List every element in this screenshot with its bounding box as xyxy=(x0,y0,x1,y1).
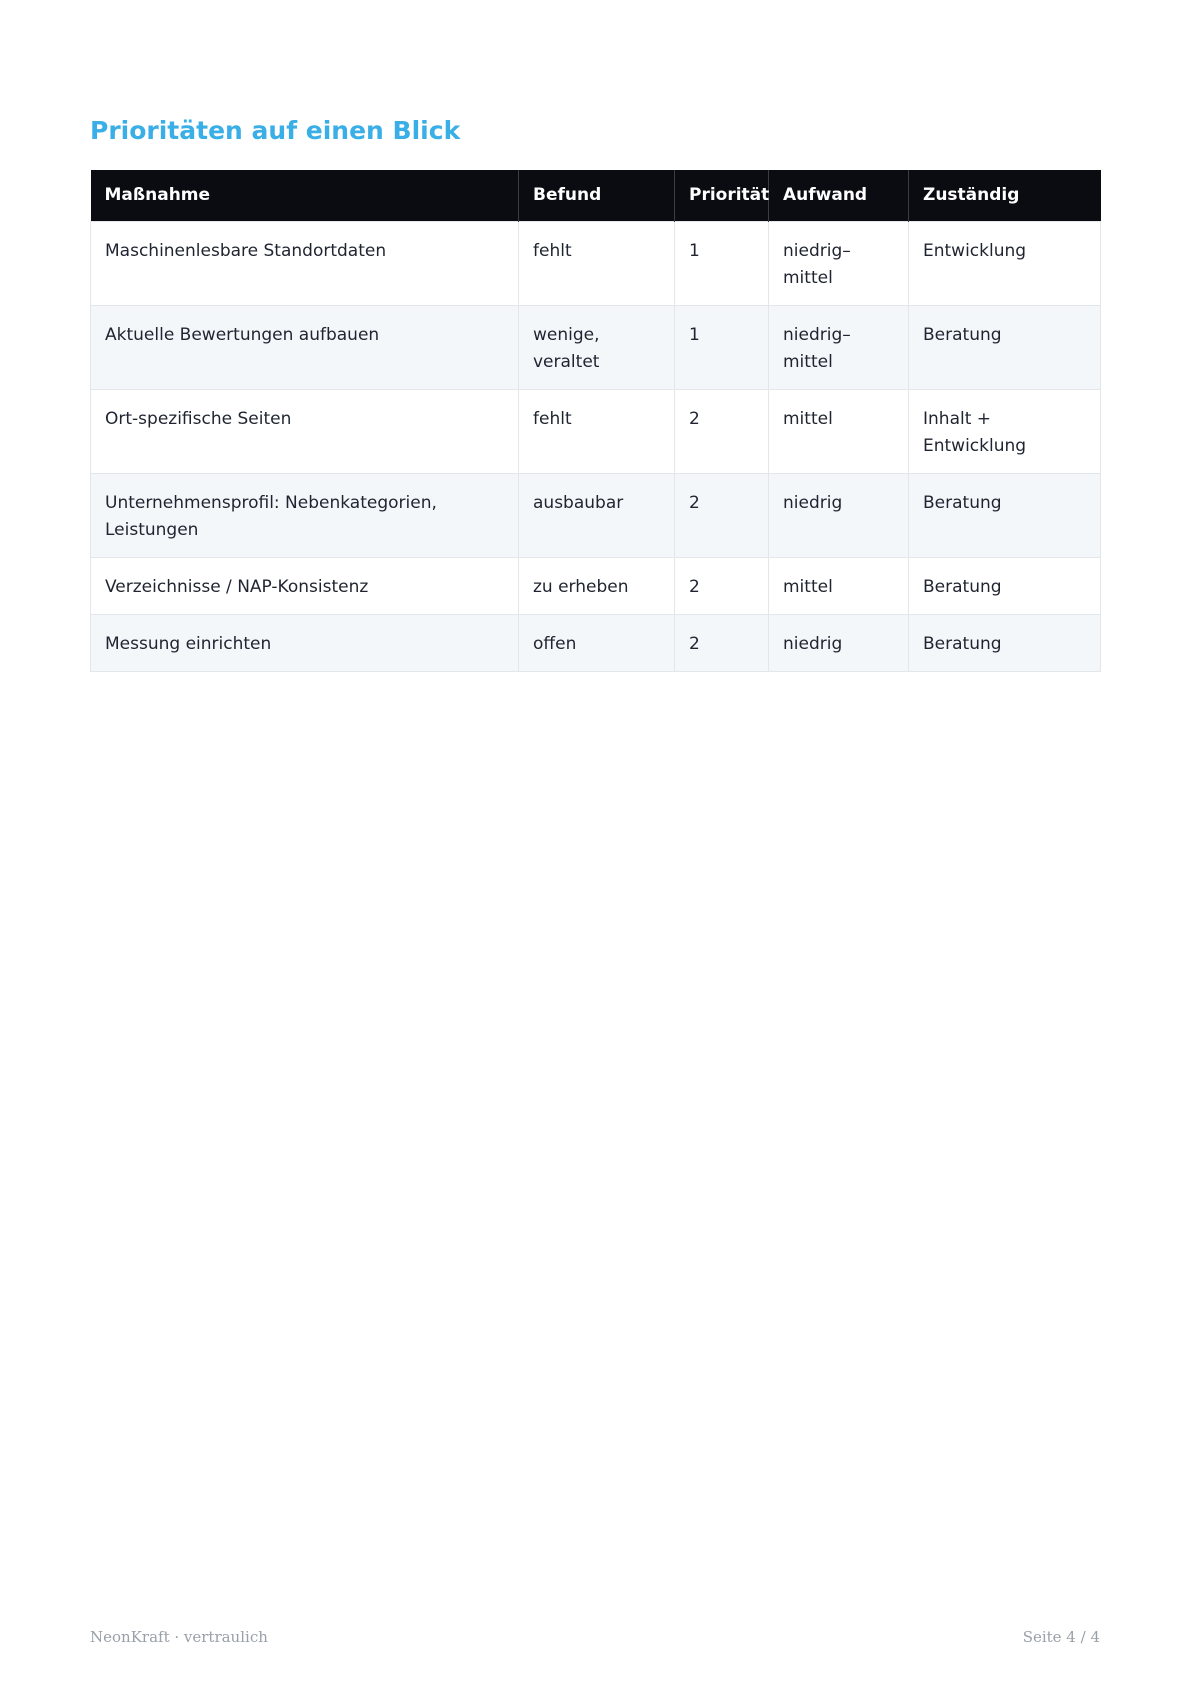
table-row xyxy=(91,473,1101,557)
page-title: Prioritäten auf einen Blick xyxy=(90,116,461,145)
cell-zustaendig: Beratung xyxy=(909,305,1101,389)
cell-prioritaet: 2 xyxy=(675,614,769,671)
cell-befund: zu erheben xyxy=(519,557,675,614)
cell-prioritaet: 2 xyxy=(675,473,769,557)
cell-befund: wenige, veraltet xyxy=(519,305,675,389)
cell-prioritaet: 1 xyxy=(675,221,769,305)
cell-massnahme: Maschinenlesbare Standortdaten xyxy=(91,221,519,305)
header-prioritaet: Priorität xyxy=(675,170,769,221)
cell-prioritaet: 2 xyxy=(675,389,769,473)
cell-massnahme: Unternehmensprofil: Nebenkategorien, Leistungen xyxy=(91,473,519,557)
cell-massnahme: Ort-spezifische Seiten xyxy=(91,389,519,473)
cell-zustaendig: Beratung xyxy=(909,557,1101,614)
table-row xyxy=(91,221,1101,305)
cell-aufwand: niedrig xyxy=(769,473,909,557)
table-row xyxy=(91,389,1101,473)
cell-prioritaet: 2 xyxy=(675,557,769,614)
footer-page-number: Seite 4 / 4 xyxy=(1022,1628,1100,1646)
table-row xyxy=(91,305,1101,389)
cell-aufwand: niedrig–mittel xyxy=(769,221,909,305)
cell-zustaendig: Inhalt + Entwicklung xyxy=(909,389,1101,473)
cell-befund: fehlt xyxy=(519,389,675,473)
header-zustaendig: Zuständig xyxy=(909,170,1101,221)
cell-befund: ausbaubar xyxy=(519,473,675,557)
cell-aufwand: mittel xyxy=(769,557,909,614)
cell-zustaendig: Beratung xyxy=(909,473,1101,557)
cell-zustaendig: Entwicklung xyxy=(909,221,1101,305)
table-row xyxy=(91,557,1101,614)
cell-massnahme: Verzeichnisse / NAP-Konsistenz xyxy=(91,557,519,614)
cell-aufwand: mittel xyxy=(769,389,909,473)
table-header-row xyxy=(91,170,1101,221)
header-aufwand: Aufwand xyxy=(769,170,909,221)
cell-zustaendig: Beratung xyxy=(909,614,1101,671)
cell-aufwand: niedrig xyxy=(769,614,909,671)
priorities-table xyxy=(90,170,1101,672)
footer-company: NeonKraft · vertraulich xyxy=(90,1628,268,1646)
table-row xyxy=(91,614,1101,671)
cell-befund: offen xyxy=(519,614,675,671)
cell-aufwand: niedrig–mittel xyxy=(769,305,909,389)
cell-prioritaet: 1 xyxy=(675,305,769,389)
cell-befund: fehlt xyxy=(519,221,675,305)
header-befund: Befund xyxy=(519,170,675,221)
header-massnahme: Maßnahme xyxy=(104,185,211,206)
cell-massnahme: Aktuelle Bewertungen aufbauen xyxy=(91,305,519,389)
cell-massnahme: Messung einrichten xyxy=(91,614,519,671)
